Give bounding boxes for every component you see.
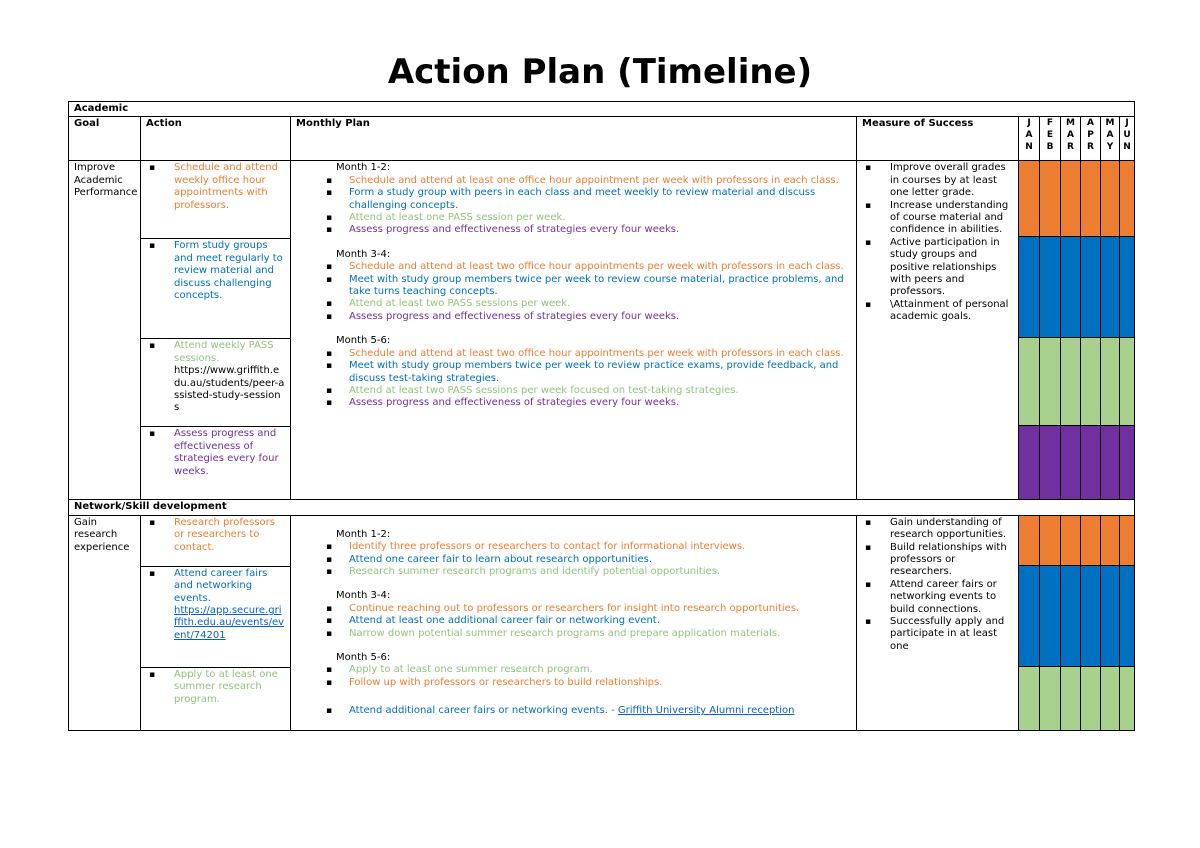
measure-item: ▪ Attend career fairs or networking events to build connections. — [862, 579, 1013, 616]
plan-item: ▪ Assess progress and effectiveness of strategies every four weeks. — [296, 311, 851, 323]
measure-item: ▪ Successfully apply and participate in at least one — [862, 616, 1013, 653]
month-label: Month 5-6: — [336, 652, 391, 664]
header-month-apr: A P R — [1081, 117, 1101, 161]
network-goal: Gain research experience — [69, 515, 141, 730]
month-label: Month 3-4: — [336, 248, 391, 260]
academic-actions — [141, 161, 291, 500]
header-measure: Measure of Success — [857, 117, 1019, 161]
plan-item: ▪ Apply to at least one summer research program. — [296, 664, 851, 676]
career-events-link[interactable]: https://app.secure.griffith.edu.au/events/event/74201 — [174, 605, 285, 641]
plan-item: ▪ Continue reaching out to professors or researchers for insight into research opportunities. — [296, 603, 851, 615]
academic-timeline-bars — [1019, 161, 1135, 500]
section-academic: Academic — [69, 102, 1135, 117]
header-month-mar: M A R — [1061, 117, 1081, 161]
network-timeline-bars — [1019, 515, 1135, 730]
header-row — [69, 117, 1135, 161]
plan-item: ▪ Attend at least two PASS sessions per week. — [296, 298, 851, 310]
network-actions — [141, 515, 291, 730]
network-action-3: ▪ Apply to at least one summer research program. — [146, 669, 285, 706]
month-label: Month 5-6: — [336, 335, 391, 347]
plan-item: ▪ Attend at least one additional career fair or networking event. — [296, 615, 851, 627]
plan-item: ▪ Follow up with professors or researchers to build relationships. — [296, 677, 851, 689]
action-plan-table — [68, 101, 1135, 731]
plan-item: ▪ Schedule and attend at least two office hour appointments per week with professors in each class. — [296, 348, 851, 360]
academic-action-3: ▪ Attend weekly PASS sessions. https://www.griffith.edu.au/students/peer-assisted-study-sessions — [146, 340, 285, 414]
header-action: Action — [141, 117, 291, 161]
page-title: Action Plan (Timeline) — [387, 52, 813, 92]
measure-item: ▪ Increase understanding of course material and confidence in abilities. — [862, 200, 1013, 237]
plan-item: ▪ Schedule and attend at least two office hour appointments per week with professors in each class. — [296, 261, 851, 273]
plan-item: ▪ Form a study group with peers in each class and meet weekly to review material and discuss challenging concepts. — [296, 187, 851, 212]
header-month-jan: J A N — [1019, 117, 1040, 161]
header-monthly-plan: Monthly Plan — [291, 117, 857, 161]
plan-item: ▪ Attend at least two PASS sessions per week focused on test-taking strategies. — [296, 385, 851, 397]
network-monthly-plan — [291, 515, 857, 730]
academic-measures — [857, 161, 1019, 500]
plan-item: ▪ Research summer research programs and identify potential opportunities. — [296, 566, 851, 578]
plan-item: ▪ Schedule and attend at least one office hour appointment per week with professors in each class. — [296, 175, 851, 187]
measure-item: ▪ Improve overall grades in courses by at least one letter grade. — [862, 162, 1013, 199]
alumni-reception-link[interactable]: Griffith University Alumni reception — [617, 705, 795, 717]
plan-item: ▪ Meet with study group members twice per week to review course material, practice problems, and take turns teaching concepts. — [296, 274, 851, 299]
network-action-1: ▪ Research professors or researchers to contact. — [146, 517, 285, 554]
measure-item: ▪ Gain understanding of research opportunities. — [862, 517, 1013, 542]
plan-item: ▪ Attend one career fair to learn about research opportunities. — [296, 554, 851, 566]
pass-sessions-link[interactable]: https://www.griffith.edu.au/students/peer-assisted-study-sessions — [174, 365, 285, 414]
academic-action-4: ▪ Assess progress and effectiveness of strategies every four weeks. — [146, 428, 285, 478]
plan-item: ▪ Narrow down potential summer research programs and prepare application materials. — [296, 628, 851, 640]
plan-item: ▪ Meet with study group members twice per week to review practice exams, provide feedback, and discuss test-taking strategies. — [296, 360, 851, 385]
plan-item: ▪ Assess progress and effectiveness of strategies every four weeks. — [296, 397, 851, 409]
network-row — [69, 515, 1135, 730]
plan-item: ▪ Assess progress and effectiveness of strategies every four weeks. — [296, 224, 851, 236]
measure-item: ▪ Active participation in study groups and positive relationships with peers and professors. — [862, 237, 1013, 299]
header-month-jun: J U N — [1120, 117, 1135, 161]
academic-action-2: ▪ Form study groups and meet regularly to review material and discuss challenging concepts. — [146, 240, 285, 302]
header-month-may: M A Y — [1101, 117, 1120, 161]
plan-item: ▪ Attend additional career fairs or networking events. - Griffith University Alumni reception — [296, 705, 851, 717]
academic-goal: Improve Academic Performance — [69, 161, 141, 500]
header-goal: Goal — [69, 117, 141, 161]
measure-item: ▪ Build relationships with professors or researchers. — [862, 542, 1013, 579]
plan-item: ▪ Attend at least one PASS session per week. — [296, 212, 851, 224]
network-action-2: ▪ Attend career fairs and networking events. https://app.secure.griffith.edu.au/events/event/74201 — [146, 568, 285, 642]
month-label: Month 3-4: — [336, 590, 391, 602]
month-label: Month 1-2: — [336, 162, 391, 174]
plan-item: ▪ Identify three professors or researchers to contact for informational interviews. — [296, 541, 851, 553]
academic-action-1: ▪ Schedule and attend weekly office hour appointments with professors. — [146, 162, 285, 212]
measure-item: ▪ \Attainment of personal academic goals. — [862, 299, 1013, 324]
academic-row — [69, 161, 1135, 500]
header-month-feb: F E B — [1040, 117, 1061, 161]
section-network: Network/Skill development — [69, 500, 1135, 515]
network-measures — [857, 515, 1019, 730]
academic-monthly-plan — [291, 161, 857, 500]
month-label: Month 1-2: — [336, 528, 391, 540]
